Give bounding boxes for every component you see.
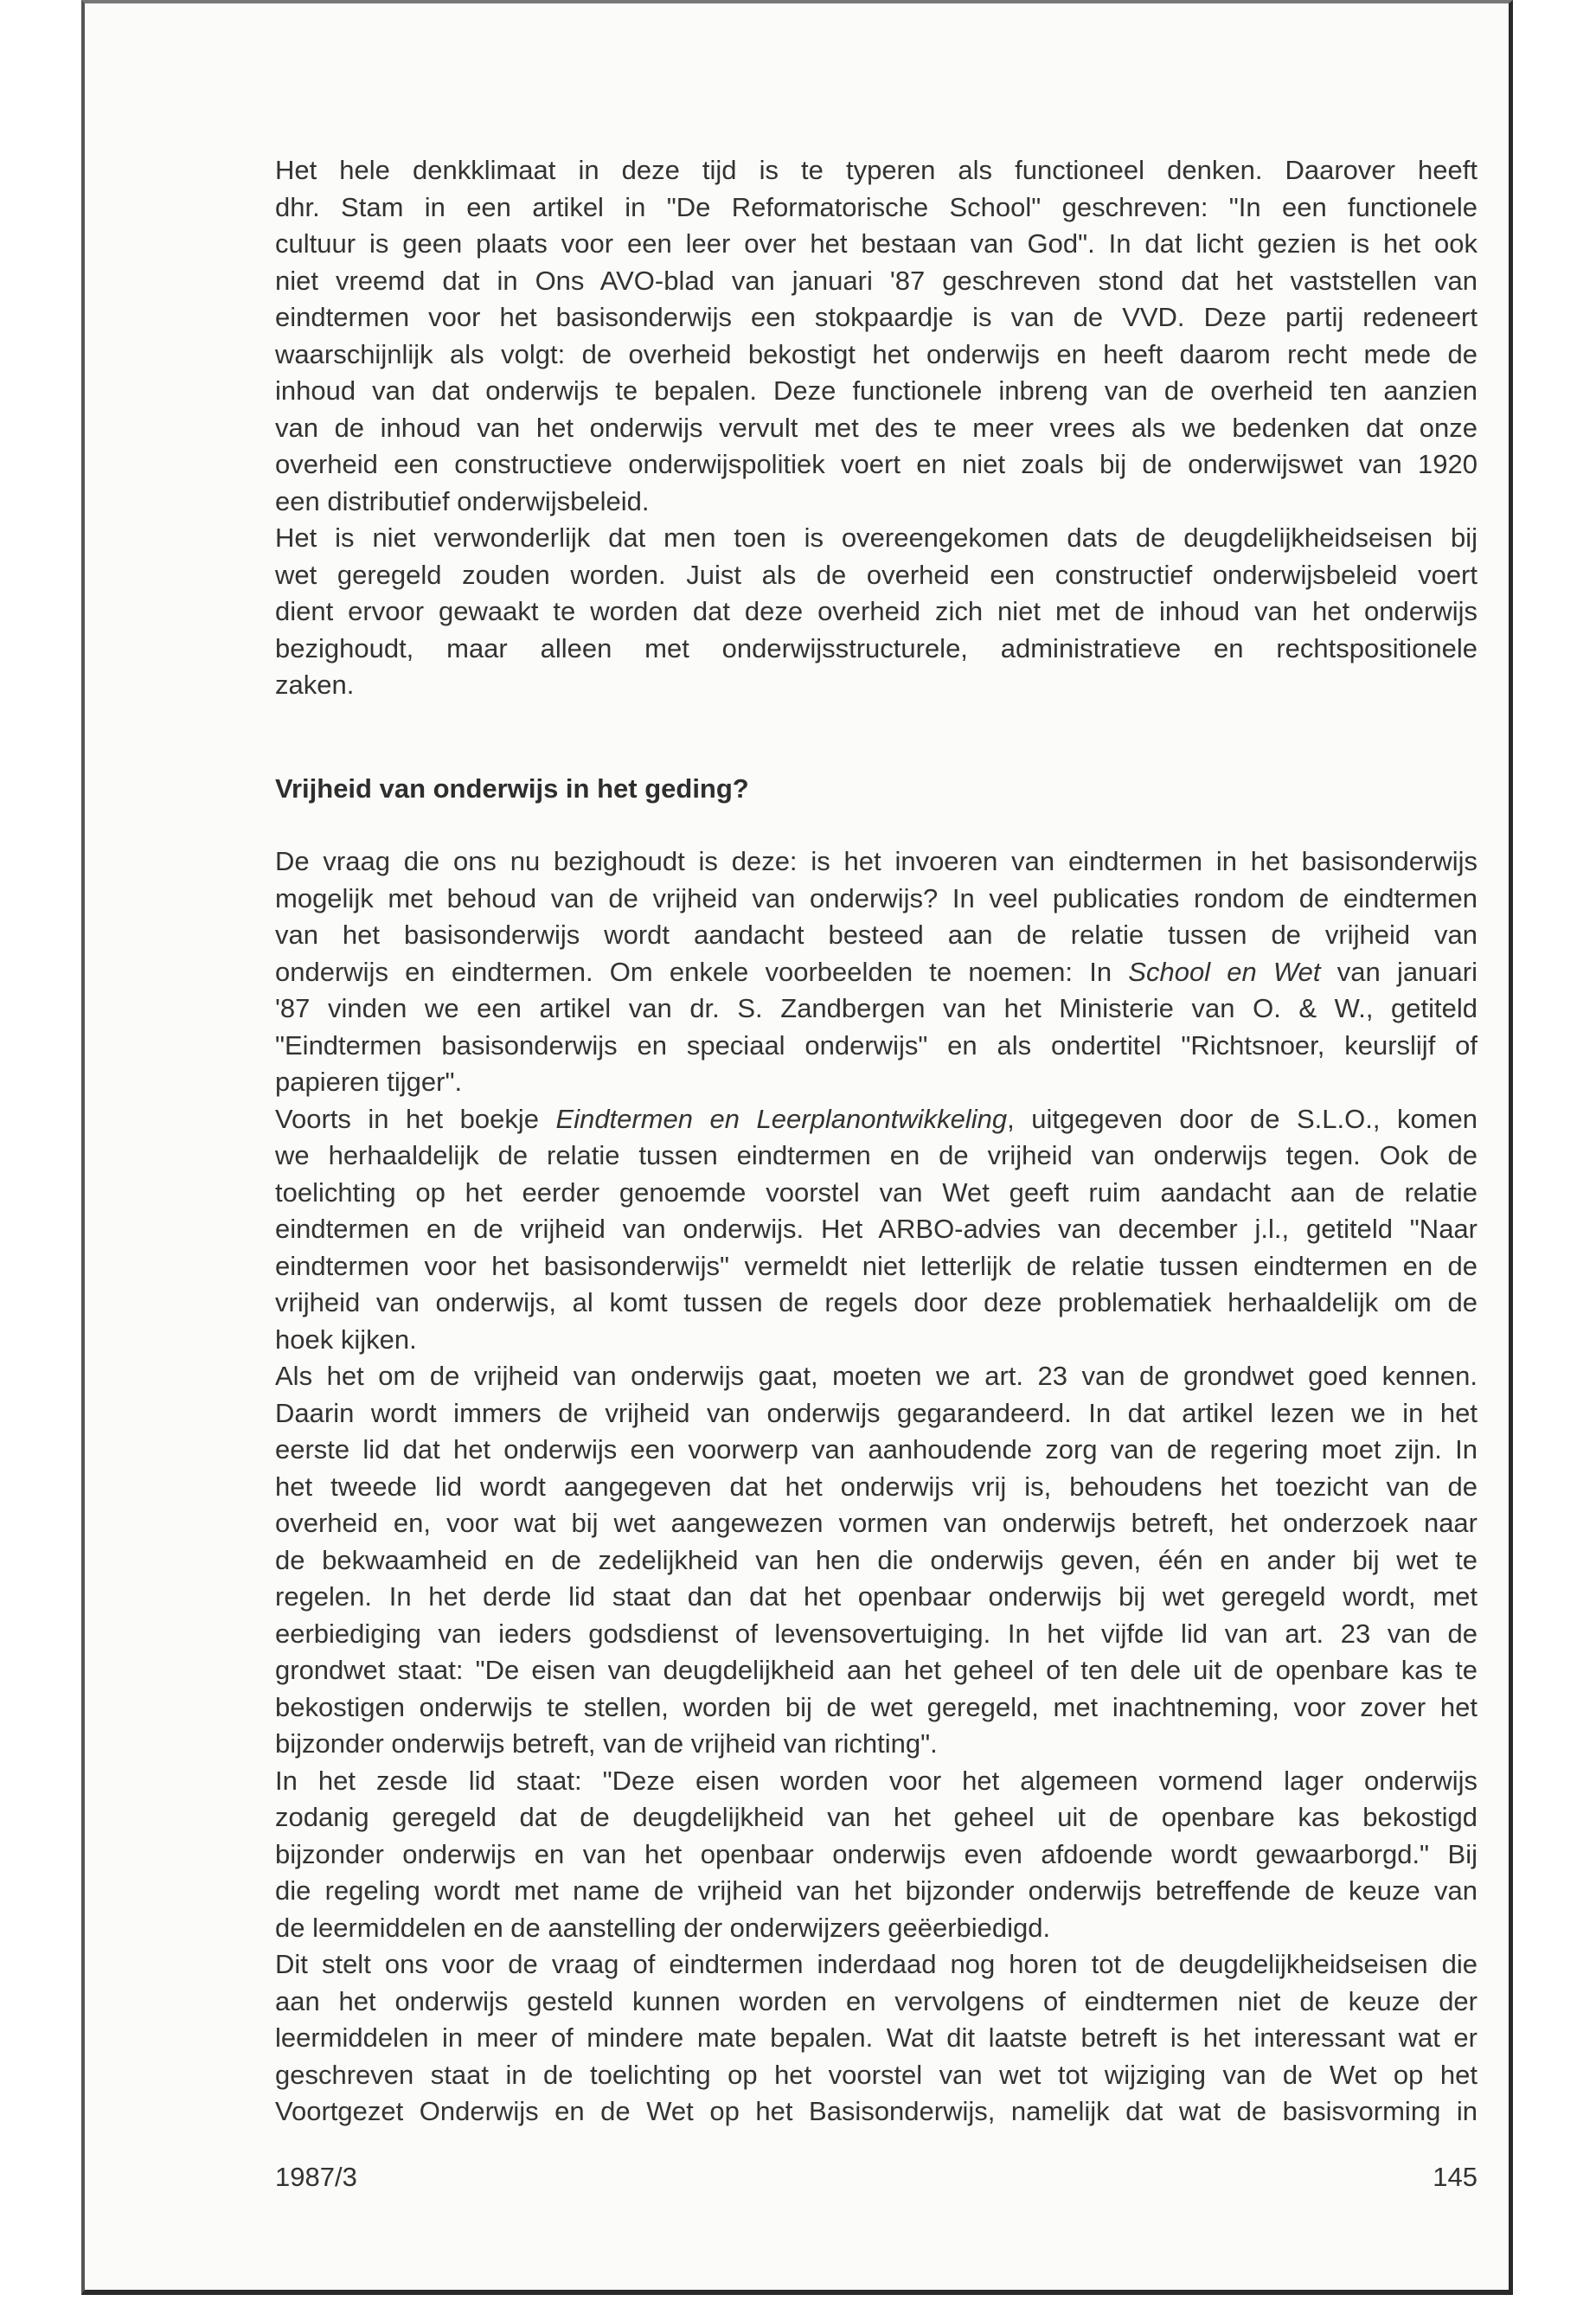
line-text: '87 vinden we een artikel van dr. S. Zandbergen van het Ministerie van O. & W., getiteld — [275, 993, 1477, 1023]
line-text: eindtermen voor het basisonderwijs" vermeldt niet letterlijk de relatie tussen eindtermen en de — [275, 1250, 1477, 1281]
line-text: Dit stelt ons voor de vraag of eindtermen inderdaad nog horen tot de deugdelijkheidseisen die — [275, 1949, 1477, 1979]
line-text: papieren tijger". — [275, 1067, 463, 1097]
paragraph — [275, 520, 1477, 704]
line-text: geschreven staat in de toelichting op het voorstel van wet tot wijziging van de Wet op het — [275, 2059, 1477, 2090]
line-text: overheid een constructieve onderwijspolitiek voert en niet zoals bij de onderwijswet van 1920 — [275, 449, 1477, 479]
line-text: bijzonder onderwijs betreft, van de vrijheid van richting". — [275, 1728, 938, 1759]
text-line — [275, 843, 1477, 881]
line-text: de bekwaamheid en de zedelijkheid van hen die onderwijs geven, één en ander bij wet te — [275, 1544, 1477, 1575]
text-line — [275, 1726, 1477, 1763]
text-line — [275, 881, 1477, 918]
italic-title: School en Wet — [1128, 956, 1321, 987]
line-text: Voortgezet Onderwijs en de Wet op het Basisonderwijs, namelijk dat wat de basisvorming in — [275, 2096, 1477, 2126]
line-text: cultuur is geen plaats voor een leer over het bestaan van God". In dat licht gezien is het ook — [275, 228, 1477, 259]
text-line — [275, 2057, 1477, 2094]
line-text: mogelijk met behoud van de vrijheid van onderwijs? In veel publicaties rondom de eindtermen — [275, 882, 1477, 913]
text-line — [275, 917, 1477, 954]
text-line — [275, 1689, 1477, 1727]
line-text: het tweede lid wordt aangegeven dat het onderwijs vrij is, behoudens het toezicht van de — [275, 1471, 1477, 1502]
line-text: hoek kijken. — [275, 1324, 417, 1355]
line-text: dhr. Stam in een artikel in "De Reformatorische School" geschreven: "In een functionele — [275, 191, 1477, 222]
line-text: De vraag die ons nu bezighoudt is deze: is het invoeren van eindtermen in het basisonderwijs — [275, 846, 1477, 876]
text-line — [275, 1064, 1477, 1101]
text-line — [275, 1469, 1477, 1506]
line-text: niet vreemd dat in Ons AVO-blad van januari '87 geschreven stond dat het vaststellen van — [275, 265, 1477, 296]
text-line — [275, 1322, 1477, 1359]
line-text: van het basisonderwijs wordt aandacht besteed aan de relatie tussen de vrijheid van — [275, 920, 1477, 950]
text-line — [275, 1984, 1477, 2021]
line-text: overheid en, voor wat bij wet aangewezen vormen van onderwijs betreft, het onderzoek naar — [275, 1508, 1477, 1538]
line-text: de leermiddelen en de aanstelling der onderwijzers geëerbiedigd. — [275, 1912, 1051, 1943]
text-line — [275, 1432, 1477, 1469]
section-text — [275, 843, 1477, 2131]
line-text: Het hele denkklimaat in deze tijd is te typeren als functioneel denken. Daarover heeft — [275, 155, 1477, 185]
line-text: wet geregeld zouden worden. Juist als de overheid een constructief onderwijsbeleid voert — [275, 559, 1477, 590]
line-text: leermiddelen in meer of mindere mate bepalen. Wat dit laatste betreft is het interessant wat er — [275, 2022, 1477, 2053]
text-line — [275, 2093, 1477, 2131]
text-line — [275, 410, 1477, 447]
paragraph — [275, 843, 1477, 1101]
line-text: waarschijnlijk als volgt: de overheid bekostigt het onderwijs en heeft daarom recht mede de — [275, 338, 1477, 369]
line-text: zaken. — [275, 670, 355, 700]
text-line — [275, 263, 1477, 300]
line-text: Daarin wordt immers de vrijheid van onderwijs gegarandeerd. In dat artikel lezen we in het — [275, 1397, 1477, 1428]
line-text: bezighoudt, maar alleen met onderwijsstructurele, administratieve en rechtspositionele — [275, 632, 1477, 663]
line-text: van januari — [1320, 956, 1478, 987]
line-text: bekostigen onderwijs te stellen, worden bij de wet geregeld, met inachtneming, voor zover het — [275, 1691, 1477, 1722]
line-text: eindtermen voor het basisonderwijs een stokpaardje is van de VVD. Deze partij redeneert — [275, 302, 1477, 332]
text-line — [275, 990, 1477, 1028]
text-line — [275, 484, 1477, 521]
text-line — [275, 593, 1477, 631]
text-line — [275, 1285, 1477, 1322]
text-line — [275, 336, 1477, 374]
text-line — [275, 1946, 1477, 1984]
page-number: 145 — [1433, 2162, 1477, 2192]
line-text: Voorts in het boekje — [275, 1103, 556, 1134]
text-line — [275, 2020, 1477, 2057]
line-text: onderwijs en eindtermen. Om enkele voorbeelden te noemen: In — [275, 956, 1129, 987]
intro-text — [275, 152, 1477, 704]
line-text: een distributief onderwijsbeleid. — [275, 485, 650, 516]
text-line — [275, 1652, 1477, 1689]
text-line — [275, 1542, 1477, 1580]
text-line — [275, 631, 1477, 668]
italic-title: Eindtermen en Leerplanontwikkeling — [555, 1103, 1008, 1134]
text-line — [275, 373, 1477, 410]
line-text: aan het onderwijs gesteld kunnen worden en vervolgens of eindtermen niet de keuze der — [275, 1985, 1477, 2016]
text-line — [275, 152, 1477, 189]
text-line — [275, 1579, 1477, 1616]
issue-number: 1987/3 — [275, 2162, 357, 2192]
line-text: inhoud van dat onderwijs te bepalen. Deze functionele inbreng van de overheid ten aanzien — [275, 375, 1477, 406]
line-text: Het is niet verwonderlijk dat men toen is overeengekomen dats de deugdelijkheidseisen bij — [275, 522, 1477, 553]
text-line — [275, 1873, 1477, 1910]
scanned-page — [81, 0, 1513, 2295]
line-text: , uitgegeven door de S.L.O., komen — [1007, 1103, 1477, 1134]
paragraph — [275, 1101, 1477, 1359]
line-text: regelen. In het derde lid staat dan dat het openbaar onderwijs bij wet geregeld wordt, met — [275, 1581, 1477, 1612]
section-heading: Vrijheid van onderwijs in het geding? — [275, 773, 749, 804]
text-line — [275, 1101, 1477, 1138]
line-text: dient ervoor gewaakt te worden dat deze overheid zich niet met de inhoud van het onderwijs — [275, 596, 1477, 626]
text-line — [275, 1505, 1477, 1542]
paragraph — [275, 1763, 1477, 1947]
line-text: eerbiediging van ieders godsdienst of levensovertuiging. In het vijfde lid van art. 23 van de — [275, 1618, 1477, 1649]
text-line — [275, 299, 1477, 336]
text-line — [275, 226, 1477, 263]
text-line — [275, 1211, 1477, 1248]
line-text: die regeling wordt met name de vrijheid van het bijzonder onderwijs betreffende de keuze van — [275, 1875, 1477, 1906]
line-text: eerste lid dat het onderwijs een voorwerp van aanhoudende zorg van de regering moet zijn. In — [275, 1434, 1477, 1465]
line-text: eindtermen en de vrijheid van onderwijs. Het ARBO-advies van december j.l., getiteld "Naar — [275, 1214, 1477, 1244]
line-text: "Eindtermen basisonderwijs en speciaal onderwijs" en als ondertitel "Richtsnoer, keurslijf of — [275, 1029, 1477, 1061]
line-text: Als het om de vrijheid van onderwijs gaat, moeten we art. 23 van de grondwet goed kennen. — [275, 1361, 1477, 1391]
text-line — [275, 189, 1477, 227]
text-line — [275, 520, 1477, 557]
line-text: vrijheid van onderwijs, al komt tussen de regels door deze problematiek herhaaldelijk om de — [275, 1287, 1477, 1317]
text-line — [275, 1836, 1477, 1874]
line-text: we herhaaldelijk de relatie tussen eindtermen en de vrijheid van onderwijs tegen. Ook de — [275, 1140, 1477, 1170]
text-line — [275, 1616, 1477, 1653]
line-text: toelichting op het eerder genoemde voorstel van Wet geeft ruim aandacht aan de relatie — [275, 1176, 1477, 1208]
text-line — [275, 954, 1477, 991]
paragraph — [275, 152, 1477, 520]
text-line — [275, 667, 1477, 704]
line-text: bijzonder onderwijs en van het openbaar onderwijs even afdoende wordt gewaarborgd." Bij — [275, 1838, 1477, 1869]
line-text: In het zesde lid staat: "Deze eisen worden voor het algemeen vormend lager onderwijs — [275, 1765, 1477, 1796]
text-line — [275, 1175, 1477, 1212]
text-line — [275, 1763, 1477, 1800]
text-line — [275, 1358, 1477, 1395]
paragraph — [275, 1358, 1477, 1763]
line-text: grondwet staat: "De eisen van deugdelijkheid aan het geheel of ten dele uit de openbare kas te — [275, 1655, 1477, 1685]
line-text: zodanig geregeld dat de deugdelijkheid van het geheel uit de openbare kas bekostigd — [275, 1802, 1477, 1832]
text-line — [275, 1799, 1477, 1836]
text-line — [275, 1395, 1477, 1433]
line-text: van de inhoud van het onderwijs vervult met des te meer vrees als we bedenken dat onze — [275, 412, 1477, 443]
text-line — [275, 1138, 1477, 1175]
text-line — [275, 446, 1477, 484]
text-line — [275, 557, 1477, 594]
text-line — [275, 1248, 1477, 1285]
paragraph — [275, 1946, 1477, 2131]
text-line — [275, 1028, 1477, 1065]
text-line — [275, 1910, 1477, 1947]
